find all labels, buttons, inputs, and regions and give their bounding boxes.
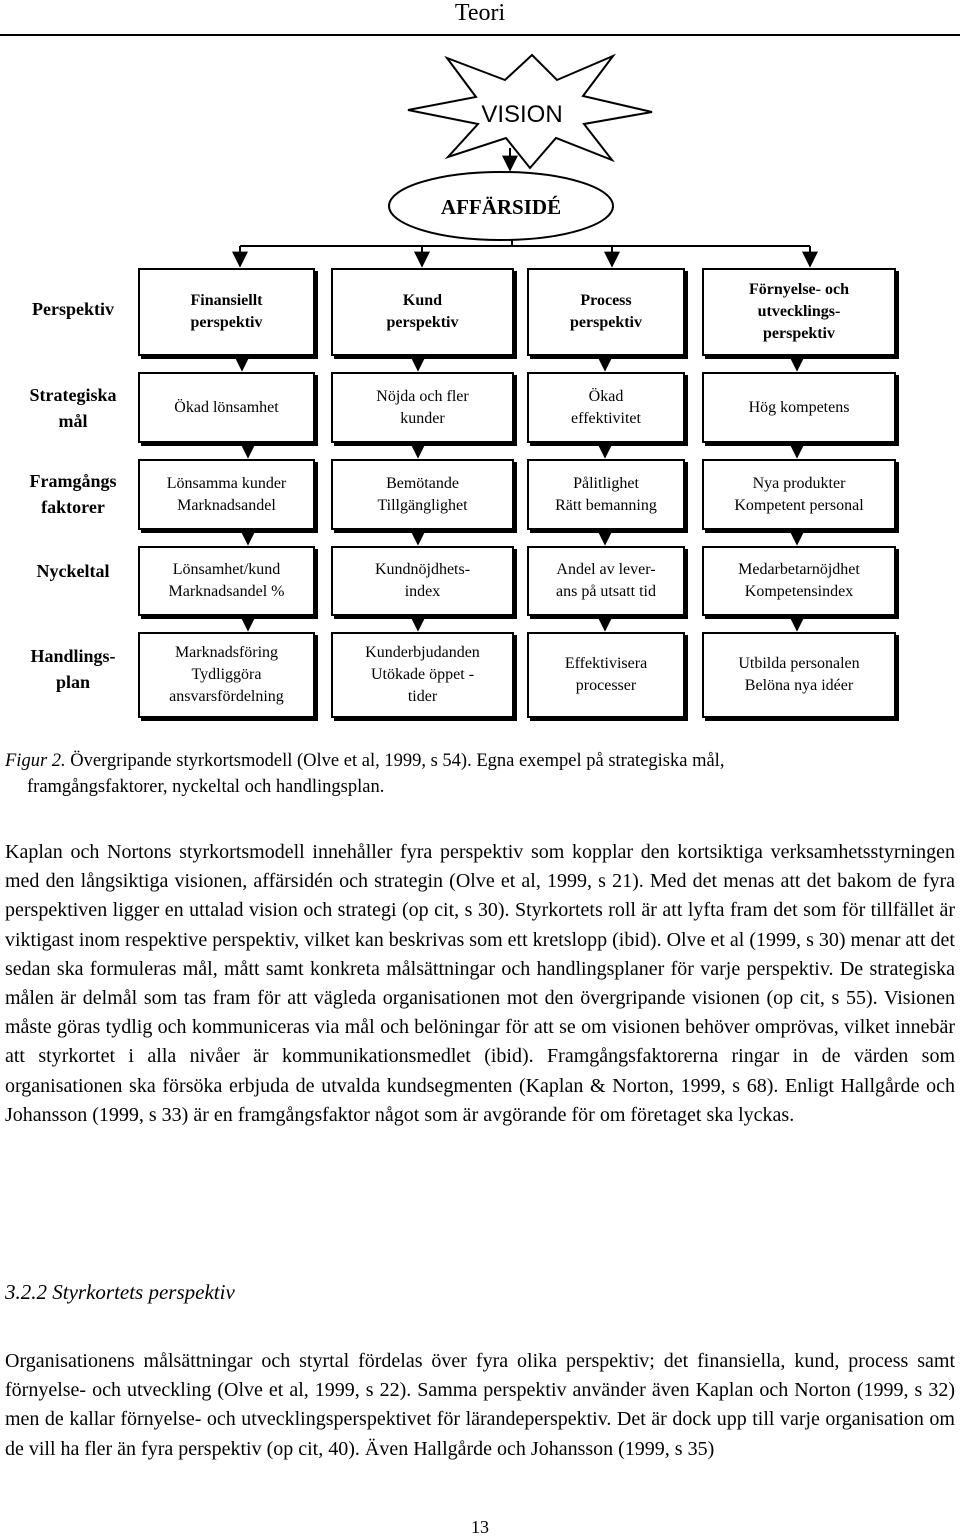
goal-box-process: Ökad effektivitet <box>527 372 685 443</box>
perspective-box-renewal: Förnyelse- och utvecklings- perspektiv <box>702 268 896 356</box>
body-paragraph-2: Organisationens målsättningar och styrtal fördelas över fyra olika perspektiv; det finansiella, kund, process samt förnyelse- och utveckling (Olve et al, 1999, s 22). Samma perspektiv använder även Kaplan och Norton (1999, s 32) men de kallar förnyelse- och utvecklingsperspektivet för lärandeperspektiv. Det är dock upp till varje organisation om de vill ha fler än fyra perspektiv (op cit, 40). Även Hallgårde och Johansson (1999, s 35) <box>5 1350 955 1460</box>
keyfigure-box-process: Andel av lever- ans på utsatt tid <box>527 546 685 616</box>
plan-box-process: Effektivisera processer <box>527 632 685 718</box>
keyfigure-box-customer: Kundnöjdhets- index <box>331 546 514 616</box>
keyfigure-box-renewal: Medarbetarnöjdhet Kompetensindex <box>702 546 896 616</box>
caption-line2: framgångsfaktorer, nyckeltal och handlingsplan. <box>27 777 385 797</box>
keyfigure-box-financial: Lönsamhet/kund Marknadsandel % <box>138 546 315 616</box>
caption-line1: Övergripande styrkortsmodell (Olve et al, 1999, s 54). Egna exempel på strategiska mål, <box>65 751 725 771</box>
scorecard-diagram-graphics <box>0 0 960 740</box>
figure-caption <box>5 748 955 800</box>
section-heading: 3.2.2 Styrkortets perspektiv <box>5 1280 235 1304</box>
factor-box-financial: Lönsamma kunder Marknadsandel <box>138 459 315 530</box>
vision-label: VISION <box>481 101 563 128</box>
row-label-perspective: Perspektiv <box>32 299 114 319</box>
factor-box-process: Pålitlighet Rätt bemanning <box>527 459 685 530</box>
factor-box-renewal: Nya produkter Kompetent personal <box>702 459 896 530</box>
row-label-success-factors: Framgångs faktorer <box>29 471 117 517</box>
business-idea-label: AFFÄRSIDÉ <box>440 195 562 219</box>
page-number: 13 <box>471 1517 489 1537</box>
goal-box-renewal: Hög kompetens <box>702 372 896 443</box>
running-header: Teori <box>454 0 506 26</box>
perspective-box-process: Process perspektiv <box>527 268 685 356</box>
plan-box-renewal: Utbilda personalen Belöna nya idéer <box>702 632 896 718</box>
goal-box-customer: Nöjda och fler kunder <box>331 372 514 443</box>
goal-box-financial: Ökad lönsamhet <box>138 372 315 443</box>
factor-box-customer: Bemötande Tillgänglighet <box>331 459 514 530</box>
row-label-key-figures: Nyckeltal <box>36 561 110 581</box>
row-label-strategic-goals: Strategiska mål <box>29 385 117 431</box>
body-paragraph-1: Kaplan och Nortons styrkortsmodell innehåller fyra perspektiv som kopplar den kortsiktiga verksamhetsstyrningen med den långsiktiga visionen, affärsidén och strategin (Olve et al, 1999, s 21). Med det menas att det bakom de fyra perspektiven ligger en uttalad vision och strategi (op cit, s 30). Styrkortets roll är att lyfta fram det som för tillfället är viktigast inom respektive perspektiv, vilket kan beskrivas som ett kretslopp (ibid). Olve et al (1999, s 30) menar att det sedan ska formuleras mål, mått samt konkreta målsättningar och handlingsplaner för varje perspektiv. De strategiska målen är delmål som tas fram för att vägleda organisationen mot den övergripande visionen (op cit, s 55). Visionen måste göras tydlig och kommuniceras via mål och belöningar för att se om visionen behöver omprövas, vilket innebär att styrkortet i alla nivåer är kommunikationsmedlet (ibid). Framgångsfaktorerna ringar in de värden som organisationen ska försöka erbjuda de utvalda kundsegmenten (Kaplan & Norton, 1999, s 68). Enligt Hallgårde och Johansson (1999, s 33) är en framgångsfaktor något som är avgörande för om företaget ska lyckas. <box>5 841 955 1126</box>
plan-box-financial: Marknadsföring Tydliggöra ansvarsfördelning <box>138 632 315 718</box>
perspective-box-financial: Finansiellt perspektiv <box>138 268 315 356</box>
plan-box-customer: Kunderbjudanden Utökade öppet - tider <box>331 632 514 718</box>
perspective-box-customer: Kund perspektiv <box>331 268 514 356</box>
arrows-to-perspectives <box>240 246 810 266</box>
caption-label: Figur 2. <box>5 751 66 771</box>
row-label-action-plan: Handlings- plan <box>30 646 116 692</box>
